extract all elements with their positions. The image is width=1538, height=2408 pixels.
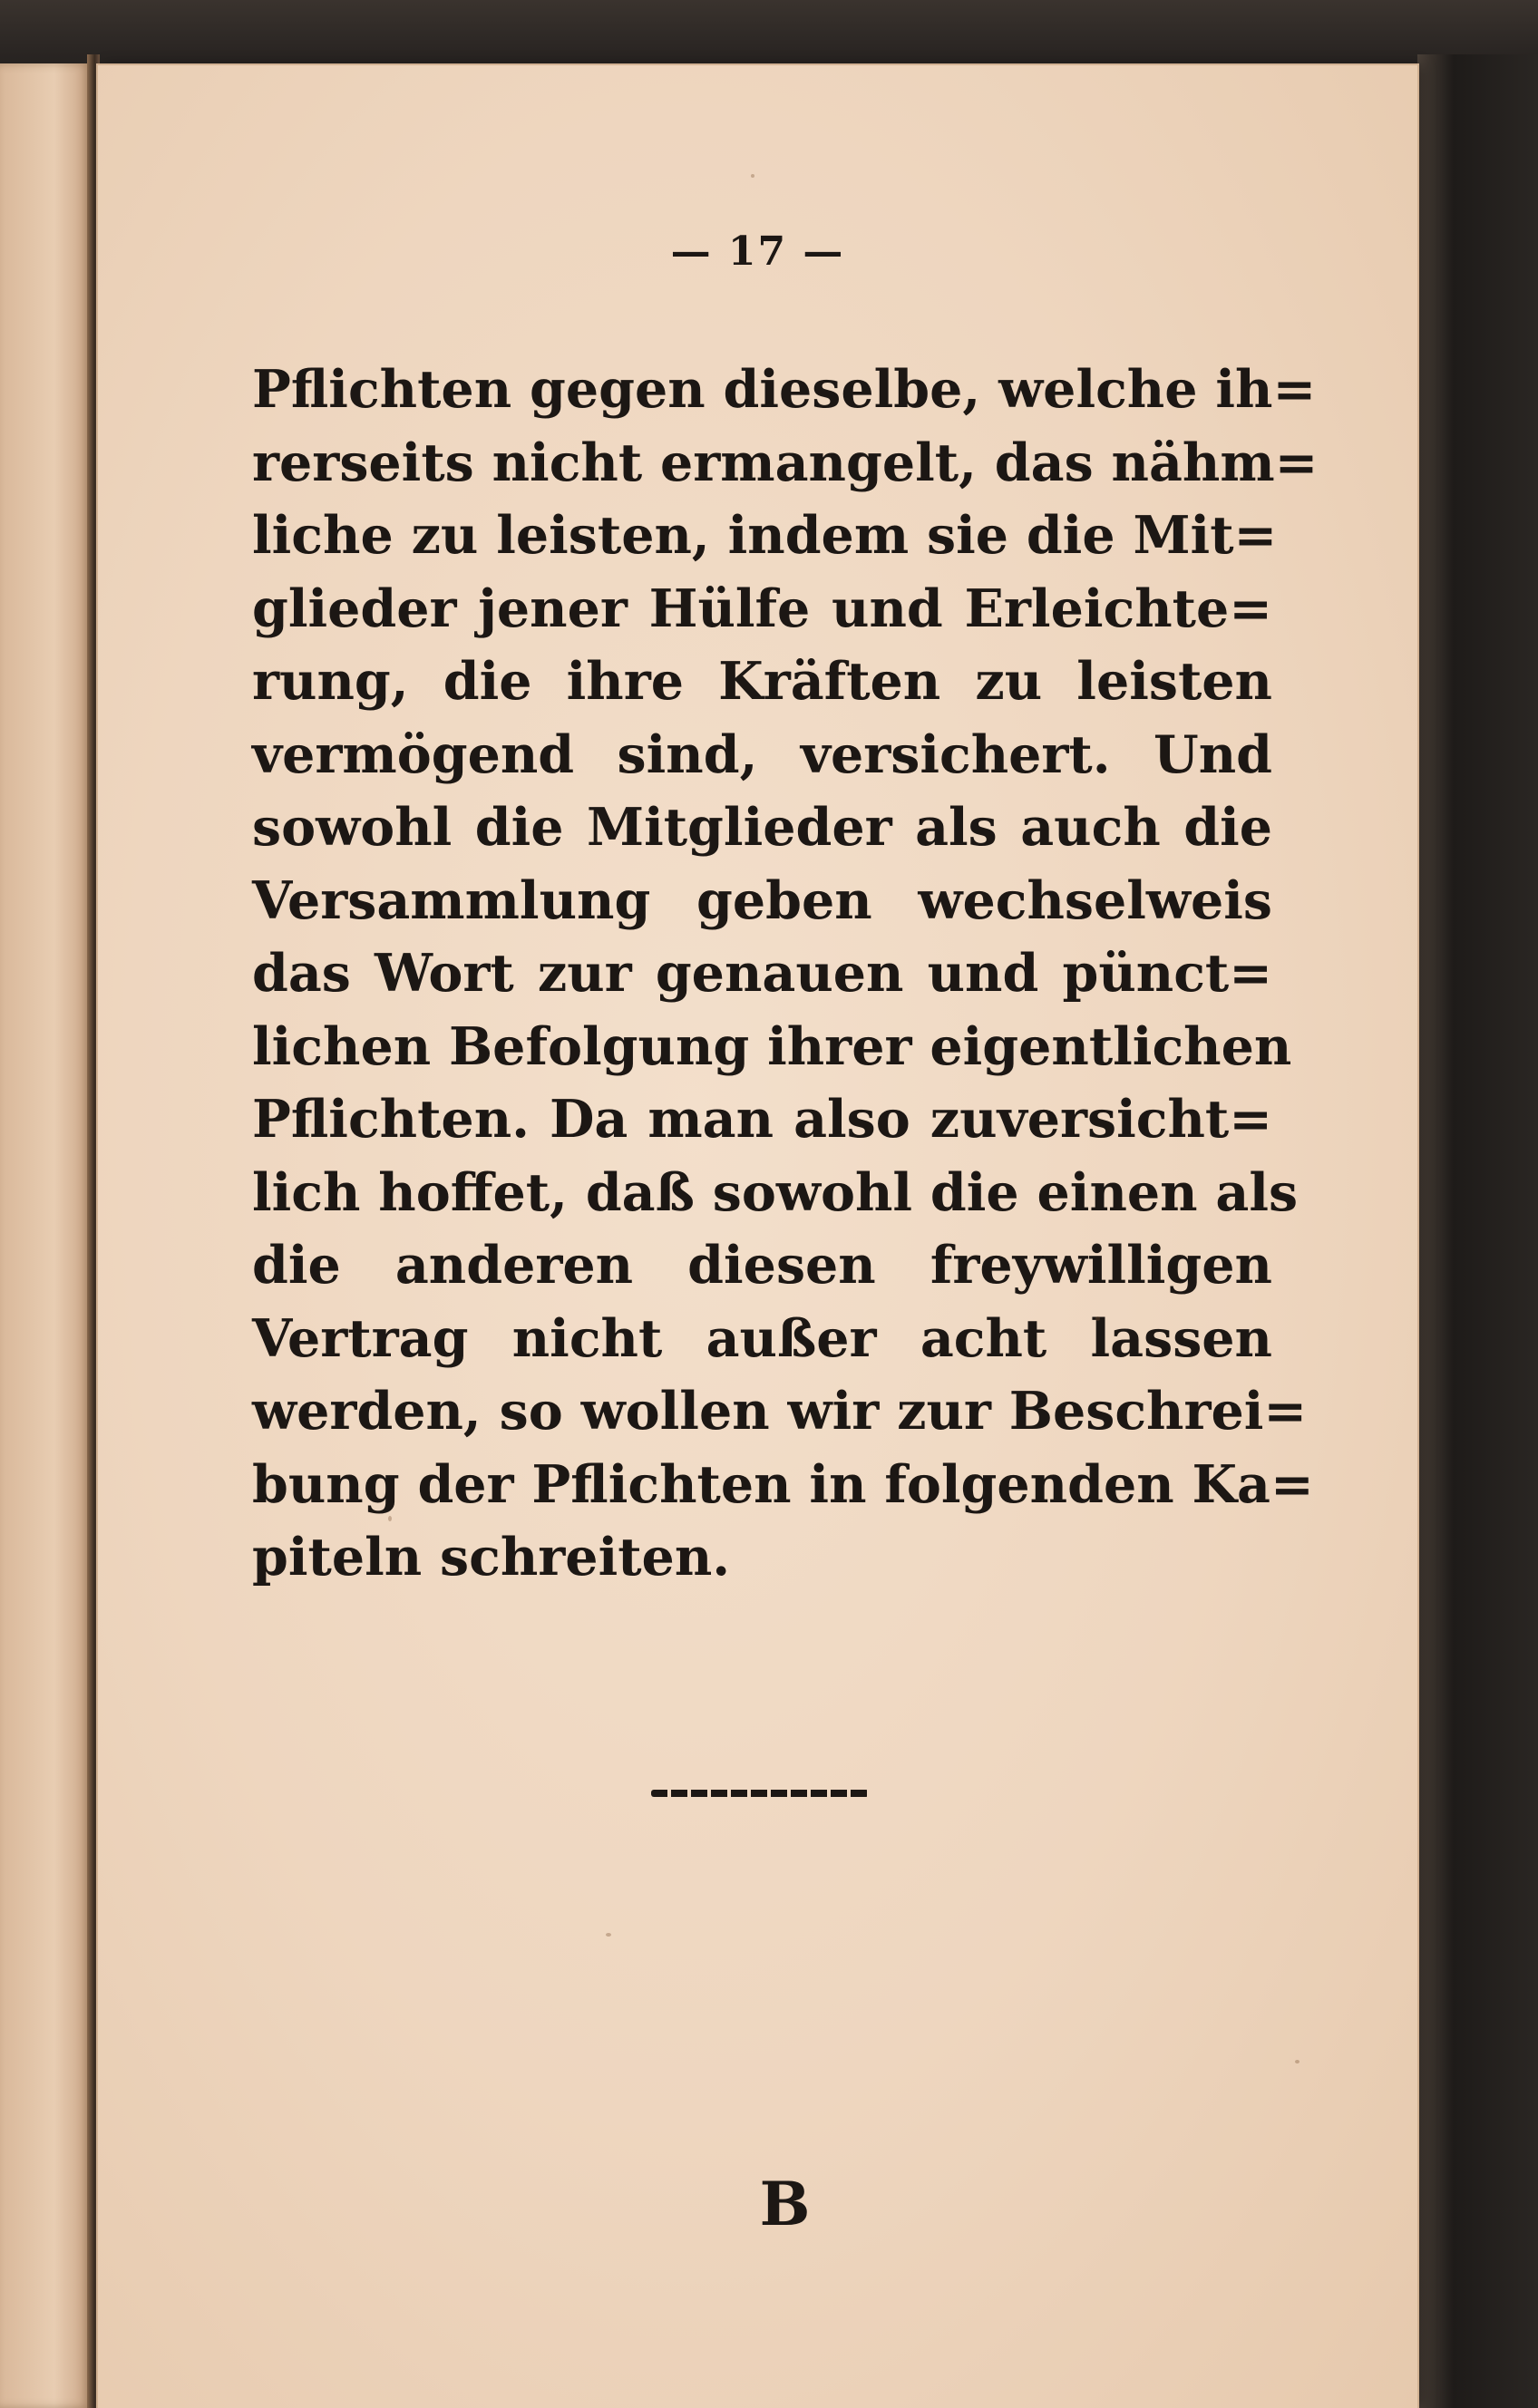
text-line-final: piteln schreiten.: [252, 1527, 731, 1588]
text-line: lichen Befolgung ihrer eigentlichen: [252, 1015, 1292, 1077]
text-line: die anderen diesen freywilligen: [252, 1235, 1272, 1296]
previous-page-edge: [0, 63, 91, 2408]
paper-speck: [1295, 2060, 1300, 2063]
text-line: Pflichten. Da man also zuversicht=: [252, 1089, 1272, 1150]
text-line: glieder jener Hülfe und Erleichte=: [252, 578, 1272, 639]
scanner-background: [0, 0, 1538, 65]
book-page: [98, 65, 1417, 2408]
signature-mark: B: [759, 2169, 811, 2239]
paper-speck: [388, 1516, 392, 1521]
paper-speck: [1095, 1316, 1100, 1321]
text-line: das Wort zur genauen und pünct=: [252, 943, 1272, 1004]
text-line: liche zu leisten, indem sie die Mit=: [252, 505, 1278, 566]
text-line: Vertrag nicht außer acht lassen: [252, 1307, 1272, 1369]
body-text: [252, 354, 1319, 1595]
paper-speck: [606, 1933, 611, 1937]
text-line: rerseits nicht ermangelt, das nähm=: [252, 432, 1319, 493]
text-line: sowohl die Mitglieder als auch die: [252, 797, 1272, 858]
paper-speck: [751, 174, 754, 178]
book-cover-edge: [1417, 54, 1538, 2408]
ornamental-divider: [651, 1790, 869, 1797]
page-number-header: — 17 —: [670, 228, 845, 275]
text-line: werden, so wollen wir zur Beschrei=: [252, 1381, 1308, 1442]
text-line: rung, die ihre Kräften zu leisten: [252, 651, 1272, 712]
text-line: lich hoffet, daß sowohl die einen als: [252, 1161, 1299, 1223]
text-line: Versammlung geben wechselweis: [252, 869, 1272, 931]
text-line: bung der Pflichten in folgenden Ka=: [252, 1453, 1314, 1515]
text-line: vermögend sind, versichert. Und: [252, 723, 1272, 785]
text-line: Pflichten gegen dieselbe, welche ih=: [252, 359, 1317, 420]
